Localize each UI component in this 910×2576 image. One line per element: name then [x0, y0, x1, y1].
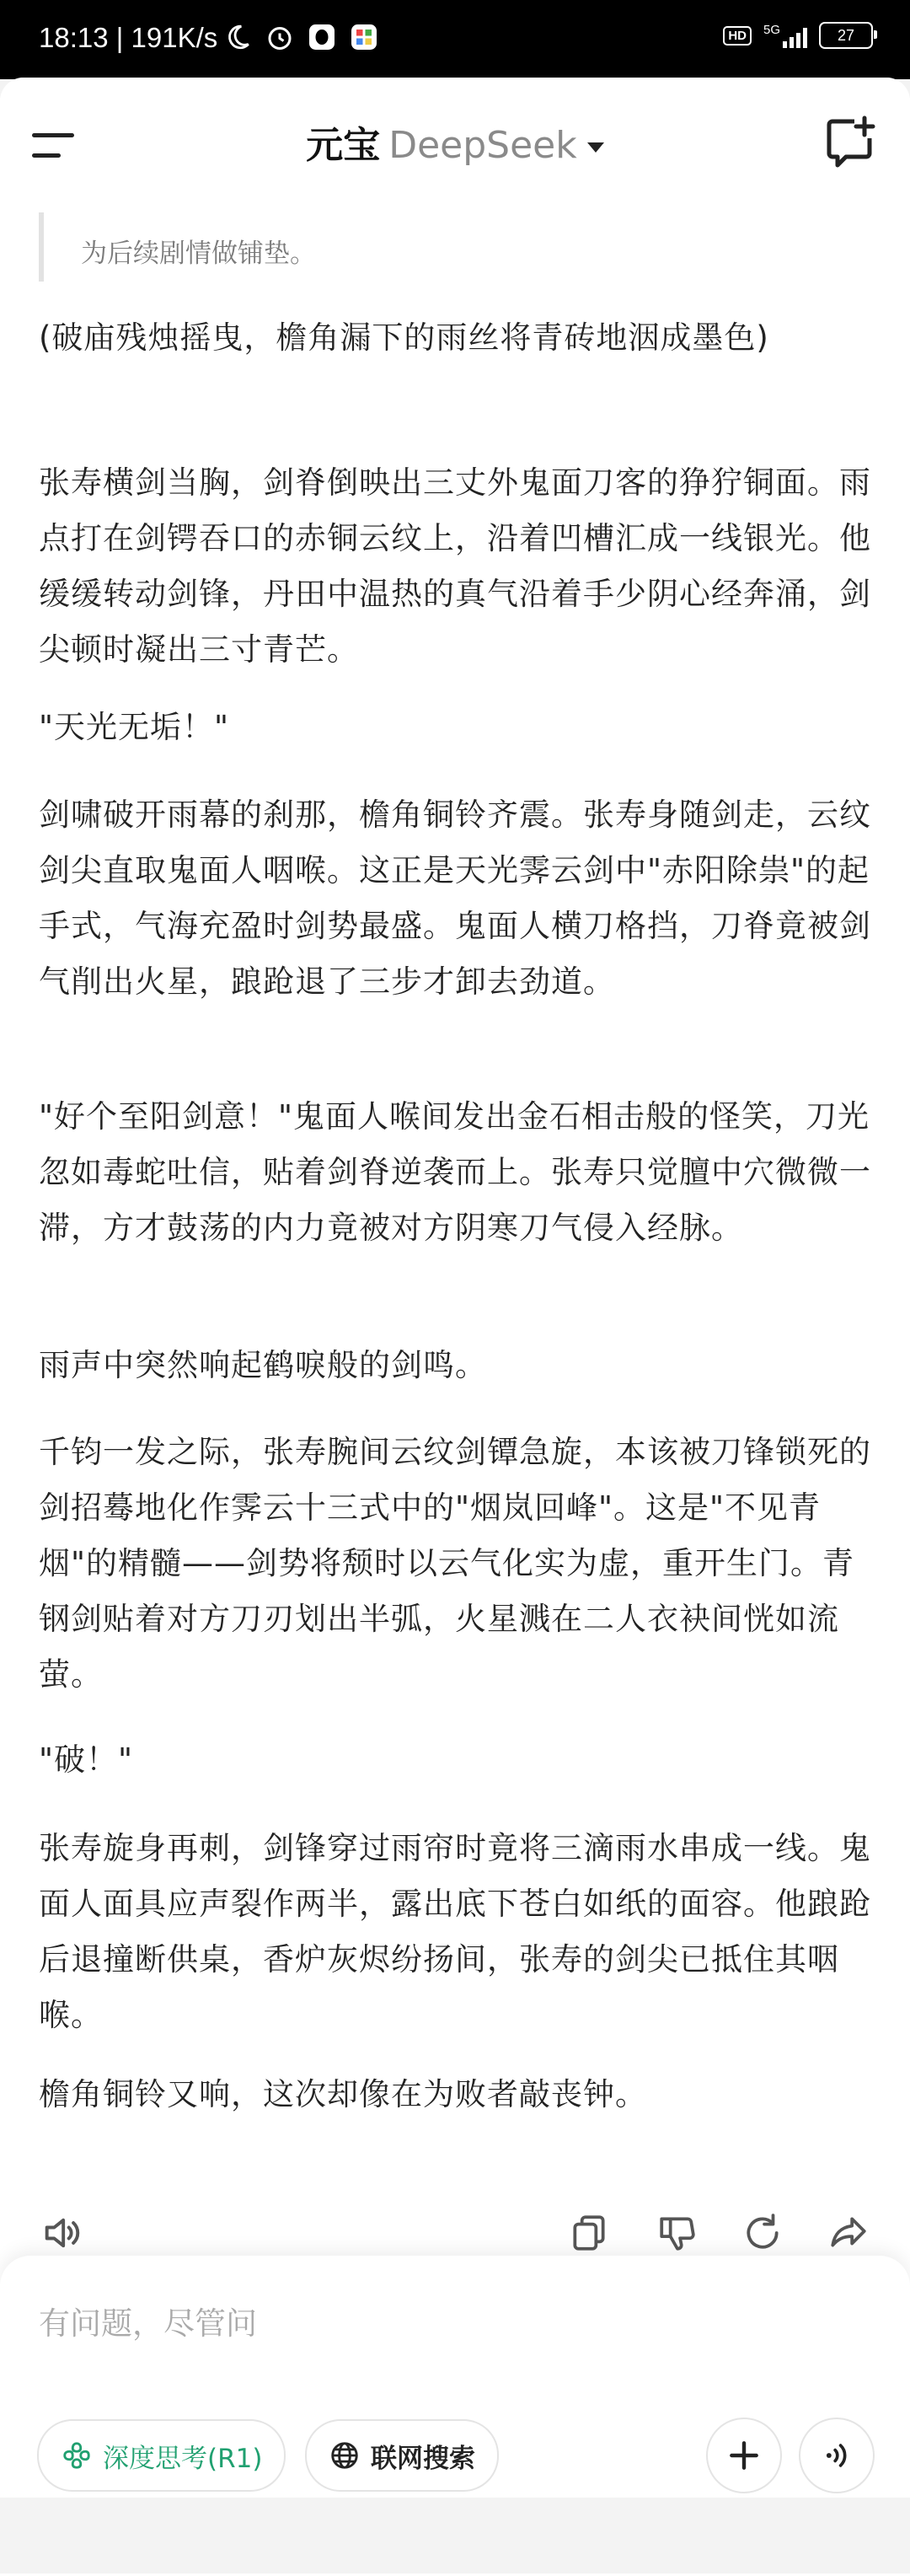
speaker-icon [40, 2211, 83, 2255]
refresh-icon [741, 2212, 784, 2254]
home-indicator-area [0, 2498, 910, 2573]
caret-down-icon [587, 142, 604, 153]
copy-button[interactable] [563, 2207, 615, 2259]
read-aloud-button[interactable] [35, 2207, 88, 2259]
web-search-label: 联网搜索 [371, 2443, 475, 2474]
app-sheet [0, 78, 910, 2573]
paragraph-2: 张寿横剑当胸，剑脊倒映出三丈外鬼面刀客的狰狞铜面。雨点打在剑锷吞口的赤铜云纹上，沿着凹槽汇成一线银光。他缓缓转动剑锋，丹田中温热的真气沿着手少阴心经奔涌，剑尖顿时凝出三寸青芒。 [39, 464, 871, 668]
new-chat-button[interactable] [824, 115, 878, 169]
hd-badge: HD [723, 26, 752, 46]
moon-icon [221, 20, 254, 54]
web-search-toggle[interactable] [305, 2419, 499, 2492]
paragraph-1: (破庙残烛摇曳，檐角漏下的雨丝将青砖地洇成墨色) [39, 319, 769, 356]
regenerate-button[interactable] [736, 2207, 789, 2259]
deep-think-toggle[interactable] [37, 2419, 286, 2492]
status-notification-icons [221, 20, 381, 54]
alarm-icon [263, 20, 297, 54]
voice-wave-icon [818, 2437, 855, 2474]
battery-level: 27 [837, 26, 855, 44]
paragraph-3: "天光无垢！" [39, 709, 230, 745]
deep-think-label: 深度思考(R1) [103, 2443, 263, 2474]
app-header [0, 78, 910, 212]
paragraph-10: 檐角铜铃又响，这次却像在为败者敲丧钟。 [39, 2076, 647, 2112]
quote-line: 为后续剧情做铺垫。 [81, 239, 316, 269]
battery-icon [819, 22, 873, 49]
model-name: DeepSeek [388, 124, 577, 167]
add-attachment-button[interactable] [706, 2418, 782, 2493]
paragraph-7: 千钧一发之际，张寿腕间云纹剑镡急旋，本该被刀锋锁死的剑招蓦地化作霁云十三式中的"烟岚回峰"。这是"不见青烟"的精髓——剑势将颓时以云气化实为虚，重开生门。青钢剑贴着对方刀刃划出半弧，火星溅在二人衣袂间恍如流萤。 [39, 1434, 871, 1693]
gallery-app-icon [347, 20, 381, 54]
model-selector[interactable] [0, 115, 910, 169]
chat-input[interactable]: 有问题，尽管问 [39, 2305, 257, 2342]
paragraph-6: 雨声中突然响起鹤唳般的剑鸣。 [39, 1347, 487, 1383]
status-time: 18:13 | 191K/s [39, 22, 218, 53]
paragraph-9: 张寿旋身再刺，剑锋穿过雨帘时竟将三滴雨水串成一线。鬼面人面具应声裂作两半，露出底下苍白如纸的面容。他踉跄后退撞断供桌，香炉灰烬纷扬间，张寿的剑尖已抵住其咽喉。 [39, 1830, 871, 2033]
app-title: 元宝 [306, 124, 381, 167]
deep-think-icon [61, 2439, 93, 2471]
status-system-icons [723, 22, 873, 49]
plus-icon [725, 2437, 763, 2474]
qq-icon [305, 20, 339, 54]
dislike-button[interactable] [651, 2207, 704, 2259]
paragraph-8: "破！" [39, 1741, 134, 1778]
share-button[interactable] [822, 2207, 875, 2259]
share-icon [827, 2212, 870, 2254]
paragraph-4: 剑啸破开雨幕的刹那，檐角铜铃齐震。张寿身随剑走，云纹剑尖直取鬼面人咽喉。这正是天光霁云剑中"赤阳除祟"的起手式，气海充盈时剑势最盛。鬼面人横刀格挡，刀脊竟被剑气削出火星，踉跄退了三步才卸去劲道。 [39, 797, 871, 1000]
copy-icon [568, 2212, 610, 2254]
network-type: 5G [763, 23, 780, 37]
paragraph-5: "好个至阳剑意！"鬼面人喉间发出金石相击般的怪笑，刀光忽如毒蛇吐信，贴着剑脊逆袭而上。张寿只觉膻中穴微微一滞，方才鼓荡的内力竟被对方阴寒刀气侵入经脉。 [39, 1098, 871, 1246]
signal-icon [763, 23, 807, 48]
status-bar [0, 0, 910, 79]
thumbs-down-icon [656, 2212, 699, 2254]
globe-icon [329, 2439, 361, 2471]
new-chat-icon [824, 115, 878, 169]
voice-input-button[interactable] [799, 2418, 875, 2493]
